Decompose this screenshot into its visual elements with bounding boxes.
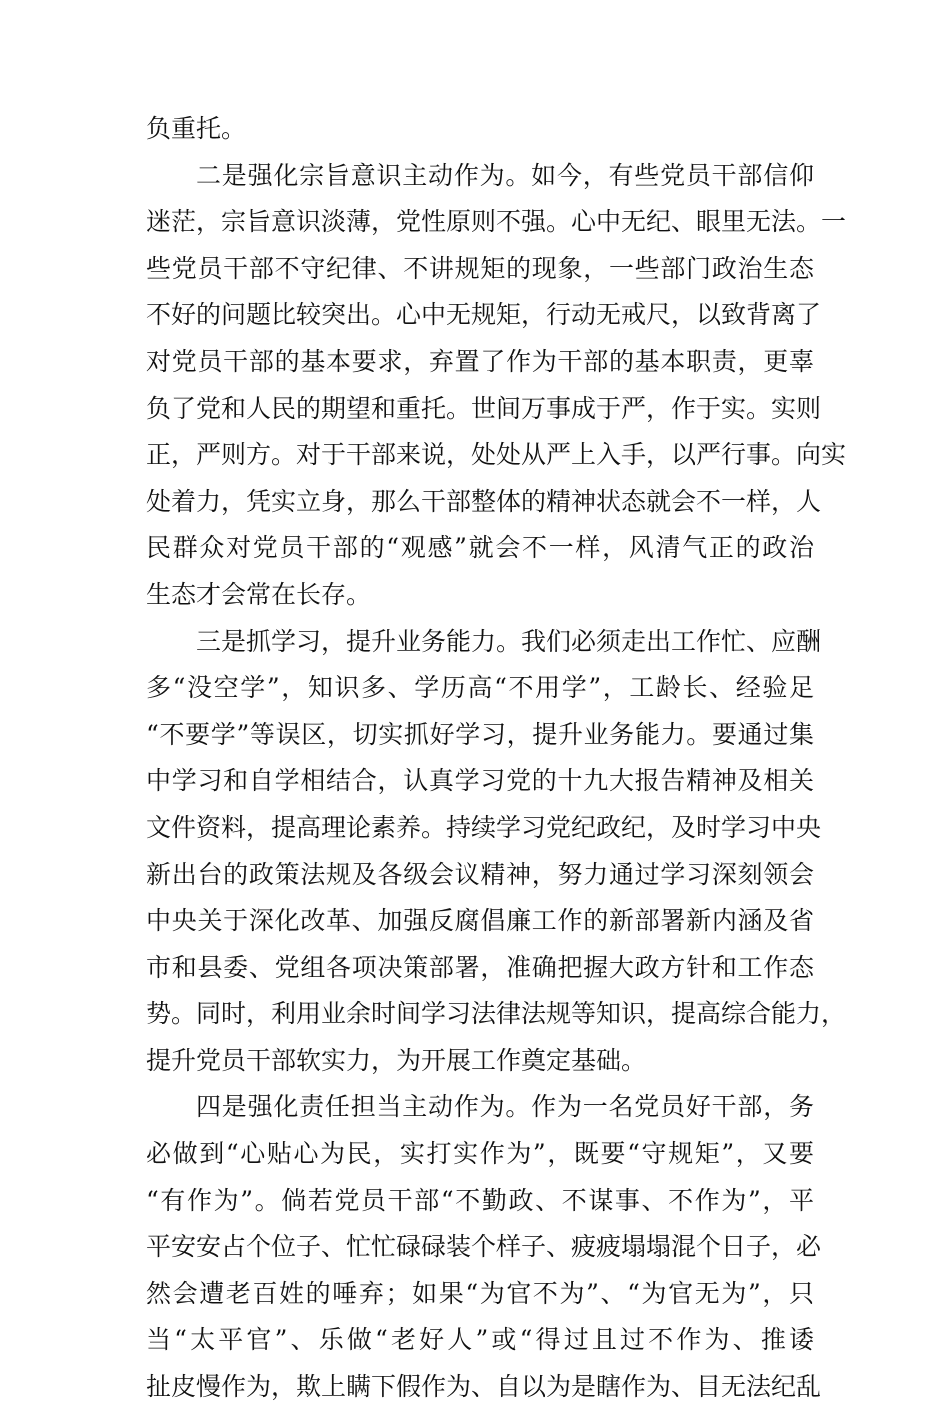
text-line: “有作为”。倘若党员干部“不勤政、不谋事、不作为”，平	[146, 1185, 814, 1215]
text-line: 中央关于深化改革、加强反腐倡廉工作的新部署新内涵及省	[146, 906, 814, 936]
text-line: 些党员干部不守纪律、不讲规矩的现象，一些部门政治生态	[146, 253, 814, 283]
text-line: 扯皮慢作为，欺上瞒下假作为、自以为是瞎作为、目无法纪乱	[146, 1372, 822, 1402]
text-line: 势。同时，利用业余时间学习法律法规等知识，提高综合能力，	[146, 999, 847, 1029]
text-line: 正，严则方。对于干部来说，处处从严上入手，以严行事。向实	[146, 440, 847, 470]
text-line: 当“太平官”、乐做“老好人”或“得过且过不作为、推诿	[146, 1325, 814, 1355]
text-line: 二是强化宗旨意识主动作为。如今，有些党员干部信仰	[196, 160, 814, 190]
text-line: 新出台的政策法规及各级会议精神，努力通过学习深刻领会	[146, 859, 814, 889]
text-line: 中学习和自学相结合，认真学习党的十九大报告精神及相关	[146, 766, 814, 796]
body-text	[146, 106, 847, 1411]
text-line: 然会遭老百姓的唾弃；如果“为官不为”、“为官无为”，只	[146, 1278, 814, 1308]
text-line: 不好的问题比较突出。心中无规矩，行动无戒尺，以致背离了	[146, 300, 822, 330]
text-line: 对党员干部的基本要求，弃置了作为干部的基本职责，更辜	[146, 346, 814, 376]
text-line: 市和县委、党组各项决策部署，准确把握大政方针和工作态	[146, 952, 814, 982]
text-line: 迷茫，宗旨意识淡薄，党性原则不强。心中无纪、眼里无法。一	[146, 207, 847, 237]
text-line: 四是强化责任担当主动作为。作为一名党员好干部，务	[196, 1092, 814, 1122]
text-line: 三是抓学习，提升业务能力。我们必须走出工作忙、应酬	[196, 626, 822, 656]
text-line: 负重托。	[146, 114, 247, 143]
text-line: 生态才会常在长存。	[146, 579, 372, 609]
text-line: 文件资料，提高理论素养。持续学习党纪政纪，及时学习中央	[146, 812, 822, 842]
text-line: 处着力，凭实立身，那么干部整体的精神状态就会不一样，人	[146, 486, 822, 516]
text-line: 多“没空学”，知识多、学历高“不用学”，工龄长、经验足	[146, 673, 814, 703]
text-line: 必做到“心贴心为民，实打实作为”，既要“守规矩”，又要	[146, 1139, 814, 1169]
text-line: 民群众对党员干部的“观感”就会不一样，风清气正的政治	[146, 533, 814, 563]
text-line: 负了党和人民的期望和重托。世间万事成于严，作于实。实则	[146, 393, 822, 423]
text-line: 提升党员干部软实力，为开展工作奠定基础。	[146, 1045, 647, 1075]
text-line: 平安安占个位子、忙忙碌碌装个样子、疲疲塌塌混个日子，必	[146, 1232, 822, 1262]
text-line: “不要学”等误区，切实抓好学习，提升业务能力。要通过集	[146, 719, 814, 749]
